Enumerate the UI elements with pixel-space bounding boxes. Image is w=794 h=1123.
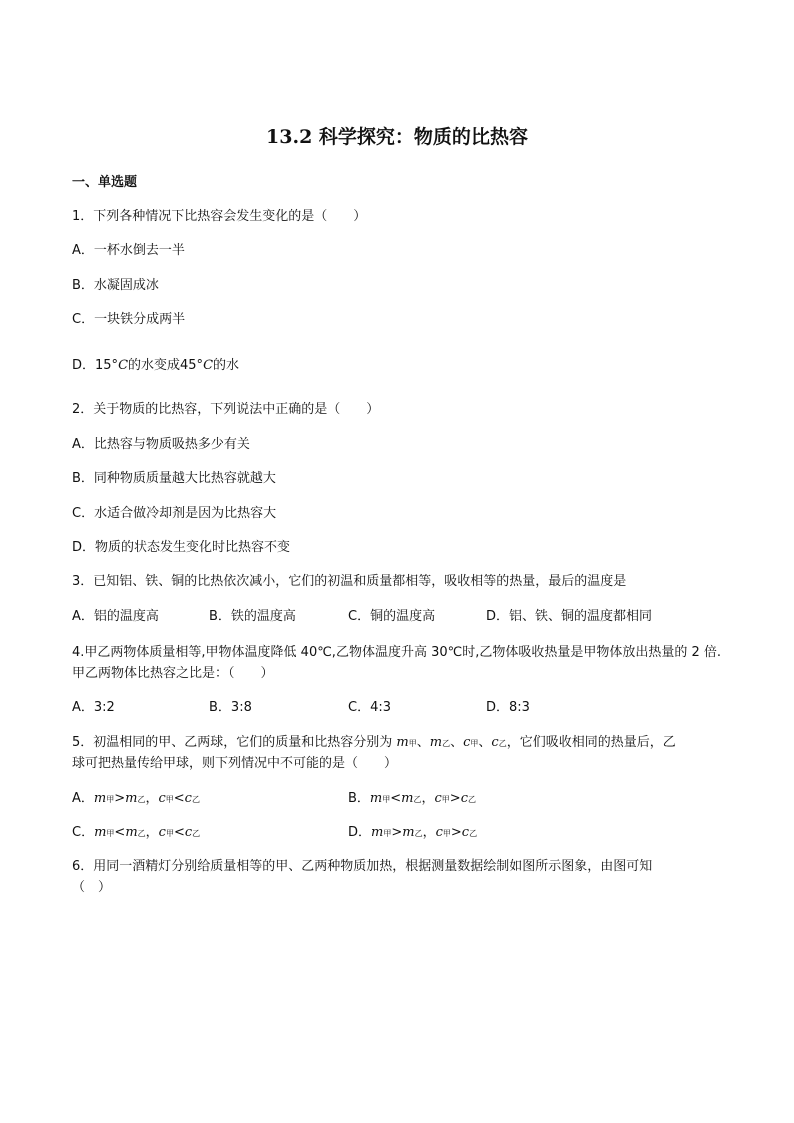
- question-2-option-b: B．同种物质质量越大比热容就越大: [72, 471, 276, 486]
- question-5-stem-line2: 球可把热量传给甲球，则下列情况中不可能的是（ ）: [72, 756, 398, 771]
- question-3-option-c: C．铜的温度高: [348, 609, 436, 624]
- question-5-option-b: B．m甲<m乙，c甲>c乙: [348, 791, 476, 806]
- question-5-option-a: A．m甲>m乙，c甲<c乙: [72, 791, 200, 806]
- question-4-option-b: B．3:8: [209, 700, 252, 715]
- question-1-option-d: D．15°C的水变成45°C的水: [72, 358, 240, 373]
- question-2-option-c: C．水适合做冷却剂是因为比热容大: [72, 506, 277, 521]
- question-1-option-b: B．水凝固成冰: [72, 278, 159, 293]
- question-1-stem: 1．下列各种情况下比热容会发生变化的是（ ）: [72, 209, 367, 224]
- question-3-stem: 3．已知铝、铁、铜的比热依次减小，它们的初温和质量都相等，吸收相等的热量，最后的温度是: [72, 574, 627, 589]
- question-6-stem-tail: （ ）: [72, 880, 112, 895]
- question-2-stem: 2．关于物质的比热容，下列说法中正确的是（ ）: [72, 402, 380, 417]
- question-3-option-a: A．铝的温度高: [72, 609, 159, 624]
- question-1-option-a: A．一杯水倒去一半: [72, 243, 185, 258]
- question-4-option-c: C．4:3: [348, 700, 391, 715]
- question-5-option-d: D．m甲>m乙，c甲>c乙: [348, 825, 478, 840]
- question-2-option-d: D．物质的状态发生变化时比热容不变: [72, 540, 291, 555]
- page-title: 13.2 科学探究：物质的比热容: [266, 126, 528, 148]
- question-3-option-d: D．铝、铁、铜的温度都相同: [486, 609, 653, 624]
- question-5-option-c: C．m甲<m乙，c甲<c乙: [72, 825, 201, 840]
- question-1-option-c: C．一块铁分成两半: [72, 312, 186, 327]
- question-4-option-a: A．3:2: [72, 700, 115, 715]
- question-2-option-a: A．比热容与物质吸热多少有关: [72, 437, 250, 452]
- question-4-stem: 4.甲乙两物体质量相等,甲物体温度降低 40℃,乙物体温度升高 30℃时,乙物体吸收热量是甲物体放出热量的 2 倍.甲乙两物体比热容之比是：（ ）: [72, 645, 722, 681]
- question-5-stem-line1: 5．初温相同的甲、乙两球，它们的质量和比热容分别为 m甲、m乙、c甲、c乙，它们吸收相同的热量后，乙: [72, 735, 676, 750]
- question-3-option-b: B．铁的温度高: [209, 609, 296, 624]
- question-4-option-d: D．8:3: [486, 700, 530, 715]
- question-6-stem: 6．用同一酒精灯分别给质量相等的甲、乙两种物质加热，根据测量数据绘制如图所示图象，由图可知: [72, 859, 653, 874]
- section-heading: 一、单选题: [72, 175, 138, 190]
